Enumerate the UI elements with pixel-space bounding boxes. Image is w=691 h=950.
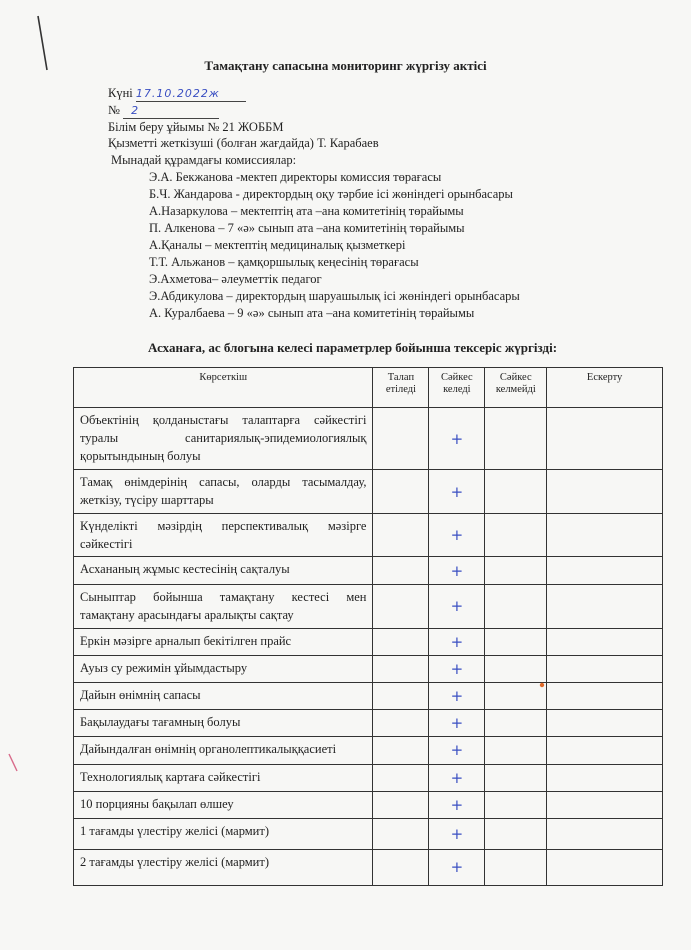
noncompliant-cell [485,408,547,470]
date-line [108,86,246,102]
table-row [74,849,663,885]
required-cell [373,818,429,849]
compliant-mark: + [429,470,485,514]
indicator-cell: Еркін мәзірге арналып бекітілген прайс [74,628,373,655]
commission-member: Т.Т. Альжанов – қамқоршылық кеңесінің төрағасы [149,255,419,269]
noncompliant-cell [485,470,547,514]
commission-member: Э.Ахметова– әлеуметтік педагог [149,272,322,286]
header-noncompliant: Сәйкес келмейді [485,368,547,408]
compliant-mark: + [429,791,485,818]
note-cell [547,408,663,470]
commission-member: Э.А. Бекжанова -мектеп директоры комиссия төрағасы [149,170,442,184]
compliant-mark: + [429,585,485,628]
red-pen-dot [537,680,547,690]
required-cell [373,709,429,736]
commission-member: А.Қаналы – мектептің медициналық қызметкері [149,238,406,252]
compliant-mark: + [429,655,485,682]
compliant-mark: + [429,514,485,557]
compliant-mark: + [429,557,485,585]
required-cell [373,585,429,628]
required-cell [373,736,429,764]
indicator-cell: Дайындалған өнімнің органолептикалыққасиеті [74,736,373,764]
date-value: 17.10.2022ж [135,87,220,100]
compliant-mark: + [429,408,485,470]
noncompliant-cell [485,736,547,764]
commission-member: А. Куралбаева – 9 «ә» сынып ата –ана комитетінің төрайымы [149,306,475,320]
compliant-mark: + [429,849,485,885]
table-row [74,655,663,682]
required-cell [373,655,429,682]
number-label: № [108,103,120,117]
noncompliant-cell [485,628,547,655]
compliant-mark: + [429,709,485,736]
supplier-line: Қызметті жеткізуші (болған жағдайда) Т. Карабаев [108,136,379,150]
required-cell [373,849,429,885]
commission-member: Б.Ч. Жандарова - директордың оқу тәрбие ісі жөніндегі орынбасары [149,187,513,201]
indicator-cell: 1 тағамды үлестіру желісі (мармит) [74,818,373,849]
note-cell [547,682,663,709]
required-cell [373,682,429,709]
table-row [74,818,663,849]
required-cell [373,408,429,470]
header-note: Ескерту [547,368,663,408]
noncompliant-cell [485,585,547,628]
commission-member: П. Алкенова – 7 «ә» сынып ата –ана комитетінің төрайымы [149,221,465,235]
compliant-mark: + [429,682,485,709]
number-value: 2 [131,104,140,117]
header-required: Талап етіледі [373,368,429,408]
table-row [74,628,663,655]
header-compliant: Сәйкес келеді [429,368,485,408]
noncompliant-cell [485,764,547,791]
required-cell [373,764,429,791]
commission-member: А.Назаркулова – мектептің ата –ана комитетінің төрайымы [149,204,464,218]
compliant-mark: + [429,764,485,791]
note-cell [547,470,663,514]
note-cell [547,655,663,682]
note-cell [547,764,663,791]
inspection-table [73,367,663,886]
indicator-cell: 10 порцияны бақылап өлшеу [74,791,373,818]
noncompliant-cell [485,791,547,818]
document-title: Тамақтану сапасына мониторинг жүргізу актісі [204,58,487,73]
note-cell [547,514,663,557]
table-row [74,585,663,628]
indicator-cell: Ауыз су режимін ұйымдастыру [74,655,373,682]
indicator-cell: Күнделікті мәзірдің перспективалық мәзірге сәйкестігі [74,514,373,557]
indicator-cell: Тамақ өнімдерінің сапасы, оларды тасымалдау, жеткізу, түсіру шарттары [74,470,373,514]
required-cell [373,628,429,655]
compliant-mark: + [429,628,485,655]
note-cell [547,557,663,585]
date-label: Күні [108,86,133,100]
indicator-cell: Технологиялық картаға сәйкестігі [74,764,373,791]
required-cell [373,791,429,818]
note-cell [547,818,663,849]
noncompliant-cell [485,557,547,585]
table-row [74,514,663,557]
note-cell [547,791,663,818]
required-cell [373,514,429,557]
required-cell [373,557,429,585]
compliant-mark: + [429,818,485,849]
indicator-cell: 2 тағамды үлестіру желісі (мармит) [74,849,373,885]
noncompliant-cell [485,709,547,736]
table-row [74,470,663,514]
table-intro: Асханаға, ас блогына келесі параметрлер бойынша тексеріс жүргізді: [148,340,558,355]
commission-intro: Мынадай құрамдағы комиссиялар: [111,153,297,167]
table-row [74,408,663,470]
noncompliant-cell [485,655,547,682]
commission-member: Э.Абдикулова – директордың шаруашылық ісі жөніндегі орынбасары [149,289,520,303]
indicator-cell: Бақылаудағы тағамның болуы [74,709,373,736]
required-cell [373,470,429,514]
table-row [74,791,663,818]
note-cell [547,585,663,628]
note-cell [547,736,663,764]
number-line [108,103,219,119]
noncompliant-cell [485,818,547,849]
note-cell [547,709,663,736]
organization-line: Білім беру ұйымы № 21 ЖОББМ [108,120,284,134]
table-row [74,557,663,585]
compliant-mark: + [429,736,485,764]
table-row [74,709,663,736]
table-header-row [74,368,663,408]
indicator-cell: Асхананың жұмыс кестесінің сақталуы [74,557,373,585]
noncompliant-cell [485,849,547,885]
note-cell [547,849,663,885]
indicator-cell: Сыныптар бойынша тамақтану кестесі мен тамақтану арасындағы аралықты сақтау [74,585,373,628]
indicator-cell: Объектінің қолданыстағы талаптарға сәйкестігі туралы санитариялық-эпидемиологиялық қорытындының болуы [74,408,373,470]
pink-pen-scribble [6,752,20,774]
table-row [74,682,663,709]
indicator-cell: Дайын өнімнің сапасы [74,682,373,709]
note-cell [547,628,663,655]
table-row [74,736,663,764]
noncompliant-cell [485,514,547,557]
header-indicator: Көрсеткіш [74,368,373,408]
table-row [74,764,663,791]
